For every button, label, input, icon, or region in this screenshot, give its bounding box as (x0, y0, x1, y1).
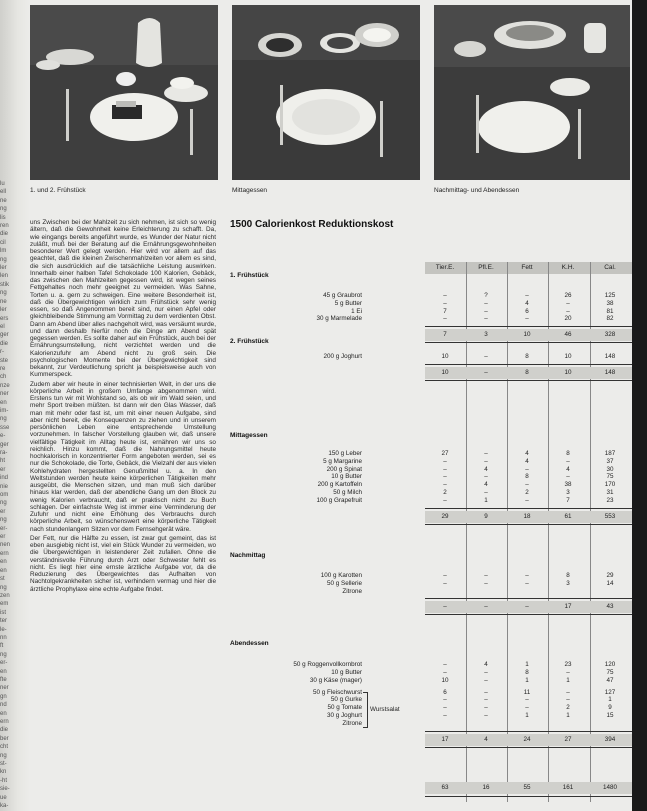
table-cell: – (443, 579, 447, 587)
section-rule (425, 524, 632, 525)
section-total-cell: – (525, 603, 529, 611)
paragraph: uns Zwischen bei der Mahlzeit zu sich nehmen, ist sich so wenig ältern, daß die Gewohnheit keine Erleichterung zu schafft. Da, wie eingangs bereits angeführt wurde, es Wunder der Natur nicht zuläßt, muß bei der Beratung auf die Ernährungsgewohnheiten besonderer Wert gelegt werden. Hier wird vor allem auf das geachtet, daß die kleinen Zwischenmahlzeiten vor allem es sind, die sich ausdrücklich auf die tatsächliche Leistung auswirken. Innerhalb einer halben Tafel Schokolade 100 Kalorien, Gebäck, das zwischen den Mahlzeiten gegessen wird, ist wegen seines Fettgehaltes noch mehr geeignet zu vermeiden. Was Sahne, Torten u. a. gern zu schweigen. Eine weitere Besonderheit ist, daß die Übergewichtigen wirklich zum Frühstück sehr wenig essen, so daß Angenommen bereit sind, nur einen Apfel oder gleichbleibende Stimmung am Vormittag zu dem verdienten Obst. Dann am Abend über alles nachgeholt wird, was versäumt wurde, und dann deshalb hierfür noch die Dinge am Abend spät gegessen werden. Es sollte daher auf ein Frühstück, auch bei der Ernährungsumstellung, nicht verzichtet werden und die Kalorienzufuhr am Abend nicht zu groß sein. Die psychologischen Momente bei der Übergewichtigkeit sind bekannt, zur Verdeutlichung spricht ja beispielsweise auch von Kummerspeck. (30, 219, 216, 379)
section-total-cell: 10 (564, 368, 572, 376)
table-cell: 75 (606, 473, 614, 481)
table-cell: 187 (604, 450, 616, 457)
margin-fragment: nen (0, 542, 11, 549)
table-cell: 9 (608, 704, 612, 712)
table-cell: 10 (564, 353, 572, 360)
table-cell: – (525, 465, 529, 473)
table-cell: – (443, 696, 447, 704)
margin-fragment: ste (0, 357, 9, 364)
margin-fragment: ng (0, 584, 7, 591)
table-cell: 38 (606, 299, 614, 307)
table-cell: 8 (525, 473, 529, 481)
table-cell: 1 (525, 712, 529, 719)
section-total-cell: 4 (484, 735, 488, 743)
section-rule (425, 614, 632, 615)
left-margin-fragments (0, 180, 26, 810)
table-cell: 127 (604, 688, 616, 696)
section-total-cell: – (484, 368, 488, 376)
table-cell: – (566, 473, 570, 481)
food-item-label: 50 g Gurke (330, 696, 362, 704)
wurstsalat-label: Wurstsalat (370, 706, 400, 713)
section-rule (425, 380, 632, 381)
margin-fragment: ger (0, 332, 9, 339)
section-total-cell: 17 (564, 603, 572, 611)
table-cell: – (525, 481, 529, 489)
margin-fragment: nie (0, 483, 9, 490)
food-item-label: 50 g Roggenvollkornbrot (293, 661, 362, 668)
table-cell: 23 (606, 496, 614, 504)
section-total-cell: 7 (443, 331, 447, 339)
section-total-cell: 43 (606, 603, 614, 611)
section-total-cell: 27 (564, 735, 572, 743)
table-cell: – (525, 696, 529, 704)
table-cell: – (566, 457, 570, 465)
table-cell: 26 (564, 292, 572, 299)
margin-fragment: ell (0, 189, 7, 196)
margin-fragment: ist (0, 609, 6, 616)
caption-dinner: Nachmittag- und Abendessen (434, 187, 520, 194)
knife-icon (190, 109, 193, 155)
section-heading: Nachmittag (230, 552, 266, 559)
table-cell: 148 (604, 353, 616, 360)
food-item-label: 150 g Leber (328, 450, 362, 457)
margin-fragment: ra- (0, 450, 8, 456)
table-cell: 6 (525, 307, 529, 315)
margin-fragment: r- (0, 349, 4, 356)
table-cell: – (566, 299, 570, 307)
table-cell: – (484, 307, 488, 315)
table-cell: 27 (441, 450, 449, 457)
table-cell: 8 (525, 353, 529, 360)
cup-icon (584, 23, 606, 53)
margin-fragment: ft (0, 643, 4, 650)
plate-icon (478, 101, 570, 153)
margin-fragment: ler (0, 265, 7, 272)
section-total-cell: 394 (604, 735, 616, 743)
table-cell: 170 (604, 481, 616, 489)
margin-fragment: en (0, 567, 7, 574)
table-header-cell: Fett (521, 264, 533, 271)
margin-fragment: en (0, 399, 7, 406)
table-cell: 20 (564, 315, 572, 323)
table-cell: 2 (443, 489, 447, 496)
table-cell: – (443, 572, 447, 579)
coffee-pot-icon (136, 18, 162, 67)
margin-fragment: ng (0, 500, 7, 507)
table-cell: 1 (484, 496, 488, 504)
table-cell: – (484, 688, 488, 696)
margin-fragment: er- (0, 525, 8, 532)
food-item-label: Zitrone (342, 587, 362, 595)
breakfast-photo (30, 5, 218, 180)
margin-fragment: el (0, 323, 5, 330)
table-cell: 2 (566, 704, 570, 712)
margin-fragment: ng (0, 517, 7, 524)
margin-fragment: zen (0, 592, 10, 599)
table-cell: 23 (564, 661, 572, 668)
food-item-label: 45 g Graubrot (323, 292, 362, 299)
margin-fragment: le- (0, 626, 7, 633)
section-rule (425, 326, 632, 327)
table-cell: 37 (606, 457, 614, 465)
margin-fragment: cht (0, 744, 9, 751)
margin-fragment: ue (0, 794, 7, 801)
table-cell: 4 (566, 465, 570, 473)
table-cell: 4 (525, 457, 529, 465)
table-cell: – (443, 712, 447, 719)
food-item-label: 10 g Butter (331, 668, 362, 676)
table-cell: – (484, 579, 488, 587)
food-item-label: 50 g Milch (333, 489, 362, 496)
table-bottom-rule (425, 796, 632, 797)
section-heading: Abendessen (230, 640, 269, 647)
fork-icon (476, 95, 479, 153)
margin-fragment: en (0, 710, 7, 717)
table-header-cell: Pfl.E. (478, 264, 494, 271)
table-cell: 31 (606, 489, 614, 496)
margin-fragment: ch (0, 374, 7, 381)
table-cell: 7 (566, 496, 570, 504)
table-cell: 3 (566, 489, 570, 496)
table-cell: 10 (441, 353, 449, 360)
table-cell: 29 (606, 572, 614, 579)
grand-total-cell: 55 (523, 784, 531, 791)
section-total-cell: 553 (604, 512, 616, 520)
table-cell: – (484, 299, 488, 307)
food-item-label: 200 g Spinat (326, 465, 362, 473)
table-cell: – (443, 465, 447, 473)
table-cell: 8 (566, 572, 570, 579)
table-cell: – (484, 315, 488, 323)
table-cell: – (484, 473, 488, 481)
section-total-cell: 328 (604, 331, 616, 339)
grand-total-cell: 63 (441, 784, 449, 791)
table-cell: 30 (606, 465, 614, 473)
table-cell: – (484, 572, 488, 579)
section-total-cell: – (443, 603, 447, 611)
margin-fragment: die (0, 231, 9, 238)
section-total-cell: 29 (441, 512, 449, 520)
table-cell: 4 (525, 299, 529, 307)
margin-fragment: die (0, 340, 9, 347)
margin-fragment: re (0, 365, 6, 372)
caption-lunch: Mittagessen (232, 187, 268, 194)
margin-fragment: e- (0, 433, 6, 440)
section-total-cell: 148 (604, 368, 616, 376)
margin-fragment: er (0, 466, 6, 473)
table-cell: – (443, 661, 447, 668)
table-cell: – (566, 688, 570, 696)
table-cell: 4 (484, 465, 488, 473)
paragraph: Der Fett, nur die Hälfte zu essen, ist zwar gut gemeint, das ist eben ausgiebig nicht ist, viel ein Stück Wunder zu vermeiden, wo die Übergewichtigen in leistenderer Zeit zufallen. Ohne die verständnisvolle Führung durch Arzt oder Schwester fehlt es nicht. Es liegt hier eine ernste ärztliche Aufgabe vor, da die Reduzierung des Übergewichtes das Aufhalten von Nachtolgekrankheiten sicher ist, verhindern vermag und hier die ärztliche Prophylaxe eine echte Aufgabe findet. (30, 534, 216, 593)
table-cell: – (443, 496, 447, 504)
food-item-label: 10 g Butter (331, 473, 362, 481)
margin-fragment: lm (0, 248, 7, 255)
table-cell: – (484, 696, 488, 704)
table-cell: 4 (525, 450, 529, 457)
margin-fragment: ren (0, 223, 9, 230)
margin-fragment: er (0, 508, 6, 515)
table-cell: – (443, 668, 447, 676)
margin-fragment: ger (0, 441, 9, 448)
table-header-cell: Cal. (604, 264, 616, 271)
section-total-cell: 10 (441, 368, 449, 376)
margin-fragment: nze (0, 382, 10, 389)
table-cell: – (484, 457, 488, 465)
section-total-cell: 17 (441, 735, 449, 743)
margin-fragment: en (0, 559, 7, 566)
margin-fragment: em (0, 601, 9, 608)
table-cell: 8 (566, 450, 570, 457)
page-title: 1500 Calorienkost Reduktionskost (230, 219, 394, 230)
section-total-cell: 61 (564, 512, 572, 520)
table-cell: – (484, 353, 488, 360)
table-cell: – (566, 696, 570, 704)
table-cell: – (484, 450, 488, 457)
table-cell: – (443, 315, 447, 323)
food-item-label: Zitrone (342, 719, 362, 727)
paragraph: Zudem aber wir heute in einer technisierten Welt, in der uns die körperliche Arbeit in großem Umfange abgenommen wird. Erstens tun wir mit Wohlstand so, als ob wir im Wald seien, und mehr Sport treiben müßten. Ist dann wir den Glas Wasser, daß man mit mehr oder fast ist, um mit einer neuen Aufgabe, sind aber nicht bereit, die Konsequenzen zu ziehen und in unserem persönlichen Leben eine entsprechende Umstellung vorzunehmen. In falscher Vorstellung glauben wir, daß unsere vielfältige Tätigkeit im Alltag heute ist, ernähren wir uns so reichlich. Hinzu kommt, daß die Nahrungsmittel heute hochkalorisch in konzentrierter Form angeboten werden, sei es nur die Schokolade, die Torte, Gebäck, die Vielzahl der aus vielen Kohlehydraten hergestellten Genußmittel u. a. In den Weltstunden werden heute keine körperlichen Tätigkeiten mehr ausgeübt, die Menschen sitzen, und man muß sich darüber hinaus klar werden, daß der abendliche Gang um den Block zu wenig Kalorien verbraucht, daß er praktisch nicht zu Buch schlagen. Der einfachste Weg ist immer eine Verminderung der Zufuhr und nicht eine Erhöhung des Verbrauchs durch körperliche Arbeit, so wünschenswert eine körperliche Tätigkeit nach stundenlangem Sitzen vor dem Fernsehgerät wäre. (30, 380, 216, 533)
knife-icon (380, 101, 383, 157)
section-total-cell: 3 (484, 331, 488, 339)
table-cell: 10 (441, 676, 449, 684)
table-cell: – (443, 292, 447, 299)
margin-fragment: im- (0, 407, 9, 414)
section-rule (425, 747, 632, 748)
margin-fragment: st (0, 576, 5, 583)
lunch-photo (232, 5, 420, 180)
section-heading: 2. Frühstück (230, 338, 269, 345)
table-cell: 15 (606, 712, 614, 719)
margin-fragment: fte (0, 676, 7, 683)
food-item-label: 50 g Tomate (327, 704, 362, 712)
food-item-label: 200 g Joghurt (323, 353, 362, 360)
section-heading: Mittagessen (230, 432, 268, 439)
grand-total-cell: 1480 (602, 784, 617, 791)
table-cell: – (525, 572, 529, 579)
food-item-label: 100 g Grapefruit (316, 496, 362, 504)
food-item-label: 50 g Sellerie (326, 579, 362, 587)
food-item-label: 100 g Karotten (320, 572, 362, 579)
margin-fragment: en (0, 668, 7, 675)
section-total-cell: 10 (523, 331, 531, 339)
table-cell: 2 (525, 489, 529, 496)
margin-fragment: ner (0, 391, 9, 398)
table-cell: – (566, 307, 570, 315)
table-cell: – (443, 457, 447, 465)
food-item-label: 5 g Margarine (323, 457, 362, 465)
margin-fragment: ng (0, 416, 7, 423)
table-cell: 38 (564, 481, 572, 489)
table-cell: 1 (525, 661, 529, 668)
food-item-label: 30 g Joghurt (326, 712, 362, 719)
fork-icon (66, 89, 69, 141)
table-cell: – (525, 579, 529, 587)
table-cell: – (525, 315, 529, 323)
section-rule (425, 342, 632, 343)
margin-fragment: cil (0, 239, 6, 246)
margin-fragment: ng (0, 752, 7, 759)
table-cell: – (484, 489, 488, 496)
margin-fragment: om (0, 492, 9, 499)
table-cell: – (566, 668, 570, 676)
margin-fragment: sie- (0, 786, 10, 793)
section-total-cell: – (484, 603, 488, 611)
margin-fragment: ht (0, 458, 6, 465)
table-header-cell: Tier.E. (435, 264, 455, 271)
table-cell: 4 (484, 481, 488, 489)
table-cell: – (484, 676, 488, 684)
margin-fragment: sse (0, 424, 10, 431)
margin-fragment: ng (0, 206, 7, 213)
table-cell: 1 (608, 696, 612, 704)
margin-fragment: lis (0, 214, 6, 221)
table-cell: 125 (604, 292, 616, 299)
margin-fragment: ber (0, 735, 9, 742)
table-cell: – (484, 712, 488, 719)
margin-fragment: ter (0, 618, 8, 625)
margin-fragment: ka- (0, 803, 9, 810)
margin-fragment: ne (0, 197, 7, 204)
table-cell: ? (484, 292, 488, 299)
section-total-cell: 9 (484, 512, 488, 520)
section-rule (425, 598, 632, 599)
section-total-cell: 24 (523, 735, 531, 743)
table-cell: 3 (566, 579, 570, 587)
table-cell: – (525, 704, 529, 712)
dinner-photo (434, 5, 630, 180)
table-header-cell: K.H. (561, 264, 575, 271)
section-rule (425, 508, 632, 509)
table-cell: – (525, 292, 529, 299)
table-cell: 7 (443, 307, 447, 315)
wurstsalat-bracket (363, 692, 368, 728)
food-item-label: 5 g Butter (334, 299, 362, 307)
margin-fragment: st- (0, 761, 7, 768)
fork-icon (280, 85, 283, 145)
table-cell: – (484, 668, 488, 676)
table-cell: 81 (606, 307, 614, 315)
table-cell: 1 (525, 676, 529, 684)
section-rule (425, 731, 632, 732)
table-cell: 8 (525, 668, 529, 676)
table-cell: 1 (566, 676, 570, 684)
margin-fragment: die (0, 727, 9, 734)
table-cell: 11 (523, 688, 531, 696)
section-total-cell: 8 (525, 368, 529, 376)
margin-fragment: ern (0, 719, 9, 725)
margin-fragment: ng (0, 256, 7, 263)
food-item-label: 200 g Kartoffeln (317, 481, 362, 489)
table-cell: – (443, 299, 447, 307)
grand-total-cell: 161 (562, 784, 574, 791)
margin-fragment: ern (0, 550, 9, 557)
table-cell: 47 (606, 676, 614, 684)
section-total-cell: 46 (564, 331, 572, 339)
margin-fragment: ind (0, 475, 9, 482)
table-cell: – (443, 481, 447, 489)
table-cell: 1 (566, 712, 570, 719)
table-cell: 82 (606, 315, 614, 323)
table-cell: – (443, 704, 447, 712)
margin-fragment: len (0, 273, 9, 280)
margin-fragment: -ht (0, 777, 8, 784)
knife-icon (578, 109, 581, 159)
margin-fragment: stik (0, 281, 9, 288)
grand-total-cell: 16 (482, 784, 490, 791)
caption-breakfast: 1. und 2. Frühstück (30, 187, 86, 194)
margin-fragment: nd (0, 702, 7, 709)
table-cell: 4 (484, 661, 488, 668)
food-item-label: 30 g Käse (mager) (309, 676, 362, 684)
table-cell: 75 (606, 668, 614, 676)
margin-fragment: kn (0, 769, 7, 776)
margin-fragment: lu (0, 181, 5, 187)
margin-fragment: ers (0, 315, 9, 322)
margin-fragment: ne (0, 298, 7, 305)
table-cell: 120 (604, 661, 616, 668)
margin-fragment: ler (0, 307, 7, 314)
section-rule (425, 364, 632, 365)
margin-fragment: er (0, 534, 6, 541)
food-item-label: 50 g Fleischwurst (313, 688, 362, 696)
margin-fragment: er- (0, 660, 8, 667)
section-total-cell: 18 (523, 512, 531, 520)
table-cell: – (484, 704, 488, 712)
body-text (30, 219, 216, 595)
table-cell: 6 (443, 688, 447, 696)
margin-fragment: nn (0, 634, 7, 641)
margin-fragment: ng (0, 651, 7, 658)
table-cell: – (443, 473, 447, 481)
margin-fragment: ng (0, 290, 7, 297)
food-item-label: 1 Ei (351, 307, 362, 315)
table-cell: – (525, 496, 529, 504)
food-item-label: 30 g Marmelade (316, 315, 362, 323)
table-cell: 14 (606, 579, 614, 587)
margin-fragment: ner (0, 685, 9, 692)
section-heading: 1. Frühstück (230, 272, 269, 279)
margin-fragment: gn (0, 693, 7, 700)
